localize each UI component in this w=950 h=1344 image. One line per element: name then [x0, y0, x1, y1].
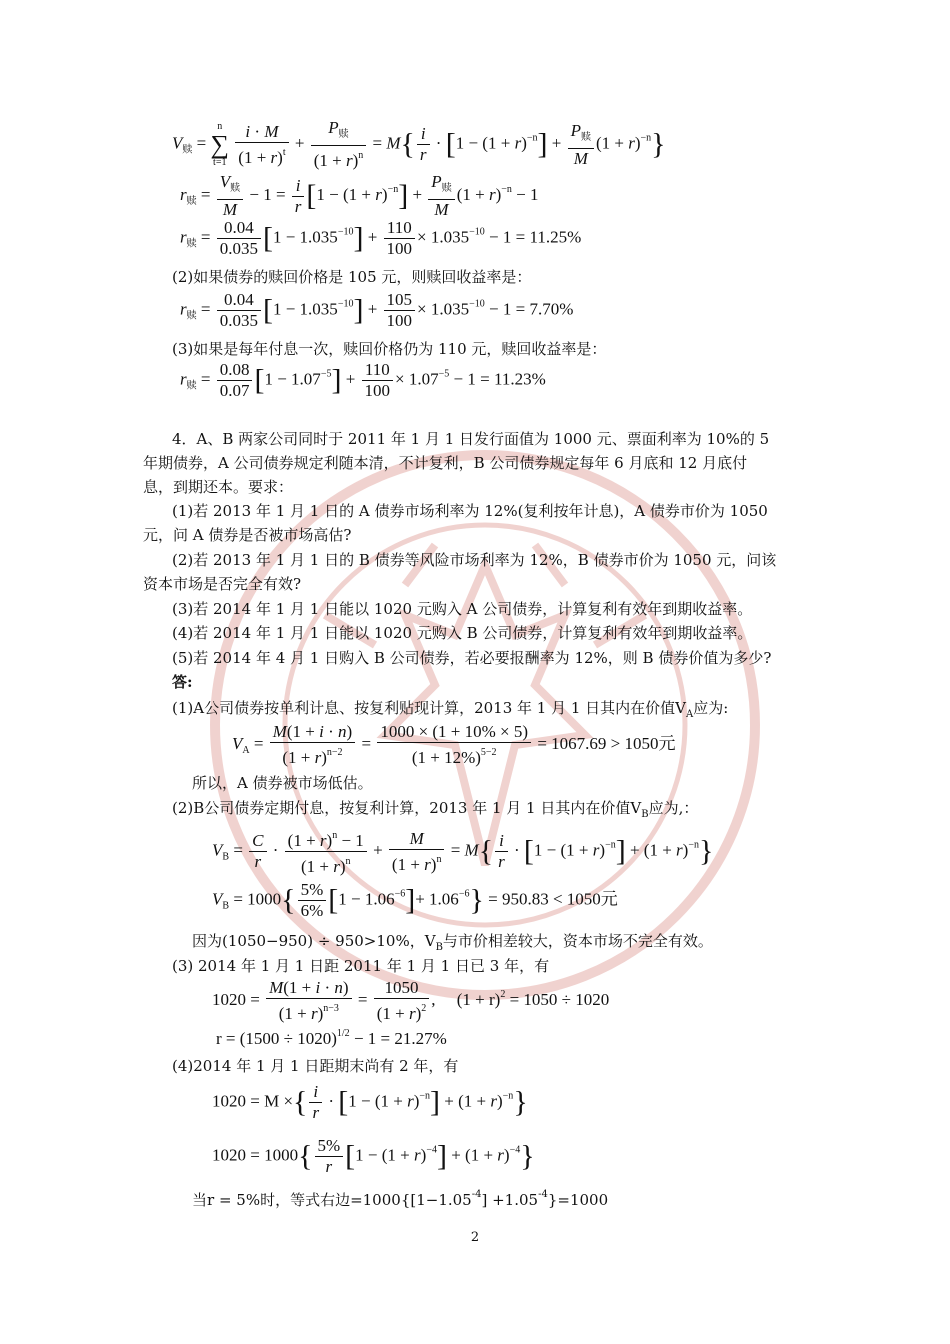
exponent: 2	[500, 988, 506, 1000]
paragraph-p2: (2)如果债券的赎回价格是 105 元，则赎回收益率是：	[172, 268, 532, 286]
numerator: 0.08	[217, 360, 253, 381]
denominator: 100	[386, 239, 413, 258]
ytm-result: − 1 = 21.27%	[349, 1029, 447, 1048]
tail-term: × 1.07	[395, 369, 439, 389]
denominator: 0.07	[219, 381, 250, 400]
equation-ytm-a-result	[216, 1028, 447, 1049]
exponent: −5	[438, 368, 450, 380]
answer-2b-end: 与市价相差较大，资本市场不完全有效。	[442, 932, 713, 950]
numerator: 110	[362, 360, 394, 381]
answer-heading: 答:	[172, 673, 193, 691]
answer-4-text: (4)2014 年 1 月 1 日距期末尚有 2 年，有	[172, 1057, 459, 1075]
tail-term: × 1.035	[417, 227, 470, 247]
equation-yield-call: $r_赎$ = $\frac{V_赎}{M}$ − 1 = $\frac{i}{r}$ $[1 - (1 + r)^{-n}]$ + $\frac{P_赎}{M}$ $(1 + r)^{-n} - 1$	[180, 172, 539, 219]
answer-4-check	[192, 1184, 608, 1211]
exponent: −10	[469, 226, 485, 238]
answer-2b-main: 因为(1050−950) ÷ 950>10%，V	[192, 932, 436, 950]
equation-ytm-a: 1020 = $\frac{M(1 + i \cdot n)}{(1 + r)^{n-3}}$ = $\frac{1050}{(1 + r)^2}$ , $(1 + r)^2 = 1050 \div 1020$	[212, 978, 610, 1023]
equation-value-b-general: $V_B$ = $\frac{C}{r}$ · $\frac{(1 + r)^n - 1}{(1 + r)^n}$ + $\frac{M}{(1 + r)^n}$ = M{ $\frac{i}{r}$ · $[1 - (1 + r)^{-n}] + (1 + r)^{-n}$}	[212, 826, 713, 877]
question-4-line-6: (2)若 2013 年 1 月 1 日的 B 债券等风险市场利率为 12%，B 债券市价为 1050 元，问该	[172, 551, 777, 569]
subscript: B	[641, 809, 649, 820]
exponent: −5	[320, 368, 332, 380]
denominator: 0.035	[219, 311, 258, 330]
exponent: -4	[471, 1189, 482, 1200]
equation-value-call: $V_赎 = n$ ∑ t=1 $\frac{i \cdot M}{(1 + r)^t}$ + $\frac{P_赎}{(1 + r)^n}$ = M{ $\frac{i}{r}$ · $[1 - (1 + r)^{-n}]$ + $\frac{P_赎}{M}$ $(1 + r)^{-n}$}	[172, 118, 666, 170]
exponent: −10	[469, 298, 485, 310]
numerator: 105	[384, 290, 416, 311]
bracket-term: 1 − 1.06	[338, 889, 395, 909]
check-mid: ] +1.05	[481, 1191, 539, 1209]
rhs-result: = 1050 ÷ 1020	[505, 989, 610, 1009]
ytm-term: r = (1500 ÷ 1020)	[216, 1029, 337, 1048]
check-end: }=1000	[547, 1191, 609, 1209]
exponent: −4	[426, 1144, 437, 1156]
lhs-value: 1020	[212, 989, 246, 1009]
subscript: A	[686, 709, 694, 720]
numerator: 110	[384, 218, 416, 239]
bracket-term: 1 − 1.035	[272, 227, 338, 247]
question-4-line-5: 元，问 A 债券是否被市场高估?	[143, 526, 352, 544]
subscript: B	[435, 942, 443, 953]
denominator: (1 + 12%)	[411, 748, 481, 767]
paragraph-p3: (3)如果是每年付息一次，赎回价格仍为 110 元，赎回收益率是：	[172, 340, 607, 358]
tail-term: × 1.035	[417, 299, 470, 319]
exponent: 1/2	[336, 1028, 350, 1039]
numerator: 5%	[298, 880, 327, 901]
question-4-line-7: 资本市场是否完全有效?	[143, 575, 302, 593]
answer-2-main: (2)B公司债券定期付息，按复利计算，2013 年 1 月 1 日其内在价值V	[172, 799, 642, 817]
question-4-line-3: 息，到期还本。要求：	[143, 478, 294, 496]
equation-ytm-b: 1020 = 1000{ $\frac{5\%}{r}$ $[1 - (1 + r)^{-4}] + (1 + r)^{-4}$}	[212, 1136, 535, 1176]
exponent: −4	[509, 1144, 521, 1156]
check-main: 当r = 5%时，等式右边=1000{[1−1.05	[192, 1191, 472, 1209]
denominator: 6%	[300, 901, 324, 920]
denominator: 100	[364, 381, 391, 400]
question-4-line-10: (5)若 2014 年 4 月 1 日购入 B 公司债券，若必要报酬率为 12%，则 B 债券价值为多少?	[172, 649, 772, 667]
equation-yield-105: $r_赎$ = $\frac{0.04}{0.035}$ $[1 - 1.035^{-10}]$ + $\frac{105}{100}$ × $1.035^{-10} - 1 = 7.70\%$	[180, 290, 574, 330]
lhs-value: 1020 = 1000	[212, 1145, 299, 1165]
exponent: -4	[538, 1189, 548, 1200]
answer-1-conclusion: 所以，A 债券被市场低估。	[192, 774, 373, 792]
result: = 950.83 < 1050元	[483, 889, 618, 909]
question-4-line-2: 年期债券，A 公司债券规定利随本清，不计复利，B 公司债券规定每年 6 月底和 12 月底付	[143, 454, 748, 472]
bracket-term: 1 − 1.035	[272, 299, 338, 319]
result: − 1 = 11.23%	[449, 369, 546, 389]
exponent: 5−2	[480, 747, 497, 758]
answer-1-main: (1)A公司债券按单利计息、按复利贴现计算，2013 年 1 月 1 日其内在价值V	[172, 699, 687, 717]
answer-2-end: 应为,：	[648, 799, 699, 817]
exponent: −6	[394, 888, 406, 900]
answer-3-text: (3) 2014 年 1 月 1 日距 2011 年 1 月 1 日已 3 年，有	[172, 957, 550, 975]
numerator: 1050	[374, 978, 430, 999]
denominator: 100	[386, 311, 413, 330]
equation-value-a: $V_A$ = $\frac{M(1 + i \cdot n)}{(1 + r)^{n-2}}$ = $\frac{1000 \times (1 + 10\% \times 5)}{(1 + 12\%)^{5-2}}$ = 1067.69 > 1050元	[232, 722, 676, 767]
result: − 1 = 7.70%	[484, 299, 574, 319]
question-4-line-8: (3)若 2014 年 1 月 1 日能以 1020 元购入 A 公司债券，计算复利有效年到期收益率。	[172, 600, 753, 618]
result: − 1 = 11.25%	[484, 227, 582, 247]
numerator: 0.04	[217, 218, 261, 239]
answer-2-text	[172, 797, 698, 826]
answer-1-end: 应为:	[693, 699, 729, 717]
denominator: 0.035	[219, 239, 258, 258]
page-number: 2	[470, 1230, 480, 1245]
numerator: 5%	[315, 1136, 344, 1157]
exponent: −10	[337, 298, 354, 310]
equation-ytm-b-general: 1020 = M ×{ $\frac{i}{r}$ · $[1 - (1 + r)^{-n}] + (1 + r)^{-n}$}	[212, 1082, 528, 1122]
result: = 1067.69 > 1050元	[533, 733, 676, 753]
question-4-line-1: 4．A、B 两家公司同时于 2011 年 1 月 1 日发行面值为 1000 元、票面利率为 10%的 5	[172, 430, 770, 448]
rhs-term: (1 + r)	[456, 989, 501, 1009]
tail-term: + 1.06	[415, 889, 459, 909]
exponent: −10	[337, 226, 354, 238]
question-4-line-9: (4)若 2014 年 1 月 1 日能以 1020 元购入 B 公司债券，计算复利有效年到期收益率。	[172, 624, 753, 642]
bracket-term: 1 − 1.07	[264, 369, 321, 389]
equation-yield-110: $r_赎$ = $\frac{0.04}{0.035}$ $[1 - 1.035^{-10}]$ + $\frac{110}{100}$ × $1.035^{-10} - 1 = 11.25\%$	[180, 218, 582, 258]
equation-value-b: $V_B = 1000${ $\frac{5\%}{6\%}$ $[1 - 1.06^{-6}]+ 1.06^{-6}\} = 950.83 < 1050$元	[212, 880, 618, 920]
equation-yield-annual: $r_赎$ = $\frac{0.08}{0.07}$ $[1 - 1.07^{-5}]$ + $\frac{110}{100}$ × $1.07^{-5} - 1 = 11.23\%$	[180, 360, 546, 400]
question-4-line-4: (1)若 2013 年 1 月 1 日的 A 债券市场利率为 12%(复利按年计息)，A 债券市价为 1050	[172, 502, 768, 520]
numerator: 1000 × (1 + 10% × 5)	[377, 722, 531, 743]
exponent: −6	[458, 888, 470, 900]
lhs-value: 1020 = M ×	[212, 1091, 294, 1111]
numerator: 0.04	[217, 290, 261, 311]
lead-value: 1000	[247, 889, 282, 909]
